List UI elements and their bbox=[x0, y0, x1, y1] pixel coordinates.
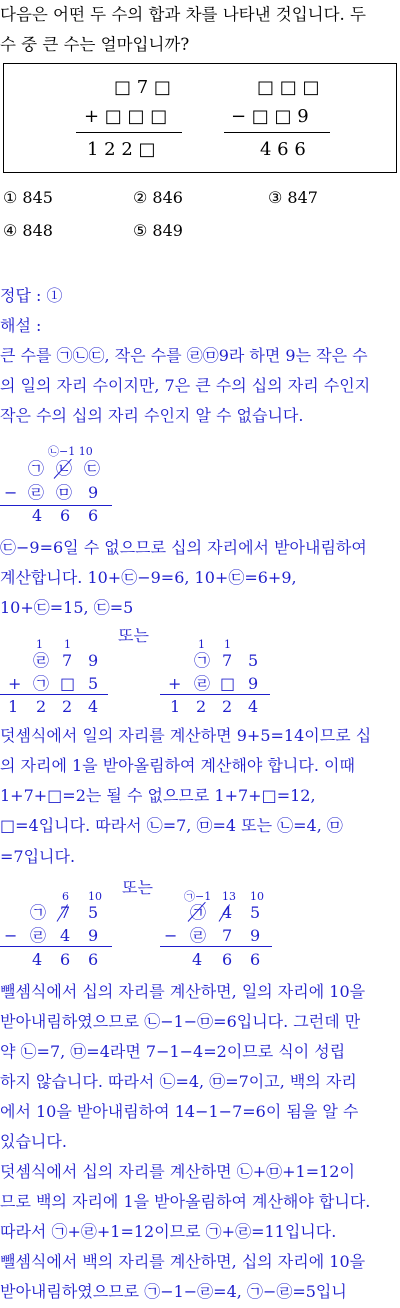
subtraction-rule bbox=[224, 132, 330, 133]
addition-row-2: + □ □ □ bbox=[84, 106, 168, 127]
choice-5[interactable]: ⑤ 849 bbox=[133, 221, 183, 240]
fig3r-rule bbox=[160, 946, 272, 947]
fig2r-r3-a: 1 bbox=[170, 697, 181, 716]
fig2r-r1-b: 7 bbox=[222, 651, 233, 670]
subtraction-row-1: □ □ □ bbox=[257, 77, 320, 98]
fig2l-r3-b: 2 bbox=[36, 697, 47, 716]
fig1-r3-b: 6 bbox=[60, 506, 71, 525]
fig3r-r1-c: 5 bbox=[250, 903, 261, 922]
fig3l-r3-c: 6 bbox=[88, 950, 99, 969]
subtraction-row-3: 4 6 6 bbox=[260, 139, 306, 160]
fig2l-r3-c: 2 bbox=[62, 697, 73, 716]
para3-line-3: 1+7+□=2는 될 수 없으므로 1+7+□=12, bbox=[0, 786, 316, 805]
para4-line-7: 덧셈식에서 십의 자리를 계산하면 ㉡+㉤+1=12이 bbox=[0, 1162, 355, 1181]
fig3l-rule bbox=[0, 946, 112, 947]
fig3l-r3-b: 6 bbox=[60, 950, 71, 969]
fig2l-carry-1: 1 bbox=[36, 638, 43, 651]
fig2r-r2-b: □ bbox=[220, 674, 236, 693]
fig2l-r2-c: 5 bbox=[88, 674, 99, 693]
fig3l-r1-b: 7 bbox=[60, 903, 71, 922]
fig2r-r3-b: 2 bbox=[196, 697, 207, 716]
fig3r-r2-c: 9 bbox=[250, 926, 261, 945]
fig2r-carry-2: 1 bbox=[224, 638, 231, 651]
fig3r-r2-a: ㉣ bbox=[190, 926, 207, 945]
fig2l-carry-2: 1 bbox=[64, 638, 71, 651]
para4-line-6: 있습니다. bbox=[0, 1132, 67, 1151]
fig2l-r2-b: □ bbox=[60, 674, 76, 693]
fig1-carry: ㉡−1 10 bbox=[48, 445, 93, 458]
fig2r-r2-op: + bbox=[168, 674, 182, 693]
question-line-1: 다음은 어떤 두 수의 합과 차를 나타낸 것입니다. 두 bbox=[0, 5, 366, 24]
para4-line-5: 에서 10을 받아내림하여 14−1−7=6이 됨을 알 수 bbox=[0, 1102, 359, 1121]
para1-line-2: 의 일의 자리 수이지만, 7은 큰 수의 십의 자리 수인지 bbox=[0, 376, 371, 395]
fig3l-carry-1: 6 bbox=[62, 890, 69, 903]
fig2l-r3-a: 1 bbox=[8, 697, 19, 716]
problem-box bbox=[3, 63, 397, 173]
fig3l-r1-c: 5 bbox=[88, 903, 99, 922]
para1-line-3: 작은 수의 십의 자리 수인지 알 수 없습니다. bbox=[0, 406, 304, 425]
addition-rule bbox=[76, 132, 182, 133]
fig3r-carry-2: 13 bbox=[222, 890, 236, 903]
fig3r-r1-a: ㉠ bbox=[190, 903, 207, 922]
fig3l-r3-a: 4 bbox=[32, 950, 43, 969]
fig1-r2-b: ㉤ bbox=[56, 483, 73, 502]
fig3r-r3-b: 6 bbox=[222, 950, 233, 969]
fig3r-r3-c: 6 bbox=[250, 950, 261, 969]
fig2l-r3-d: 4 bbox=[88, 697, 99, 716]
fig3l-carry-2: 10 bbox=[88, 890, 102, 903]
fig1-r2-op: − bbox=[4, 483, 18, 502]
para1-line-1: 큰 수를 ㉠㉡㉢, 작은 수를 ㉣㉤9라 하면 9는 작은 수 bbox=[0, 346, 368, 365]
para3-line-1: 덧셈식에서 일의 자리를 계산하면 9+5=14이므로 십 bbox=[0, 726, 372, 745]
answer-label: 정답 : ① bbox=[0, 286, 63, 305]
fig3r-carry-1: ㉠−1 bbox=[184, 890, 212, 903]
fig3r-r2-op: − bbox=[164, 926, 178, 945]
choice-4[interactable]: ④ 848 bbox=[3, 221, 53, 240]
para4-line-4: 하지 않습니다. 따라서 ㉡=4, ㉤=7이고, 백의 자리 bbox=[0, 1072, 357, 1091]
para2-line-2: 계산합니다. 10+㉢−9=6, 10+㉢=6+9, bbox=[0, 568, 297, 587]
fig1-r1-a: ㉠ bbox=[28, 459, 45, 478]
choice-2[interactable]: ② 846 bbox=[133, 188, 183, 207]
addition-row-1: □ 7 □ bbox=[114, 77, 171, 98]
para3-line-4: □=4입니다. 따라서 ㉡=7, ㉤=4 또는 ㉡=4, ㉤ bbox=[0, 816, 343, 835]
fig3r-r1-b: 4 bbox=[222, 903, 233, 922]
subtraction-row-2: − □ □ 9 bbox=[231, 106, 309, 127]
para3-line-2: 의 자리에 1을 받아올림하여 계산해야 합니다. 이때 bbox=[0, 756, 355, 775]
fig3l-r2-a: ㉣ bbox=[30, 926, 47, 945]
fig2l-r1-c: 9 bbox=[88, 651, 99, 670]
fig3r-r3-a: 4 bbox=[192, 950, 203, 969]
fig2l-r2-op: + bbox=[8, 674, 22, 693]
fig2r-r2-c: 9 bbox=[248, 674, 259, 693]
fig2r-carry-1: 1 bbox=[198, 638, 205, 651]
explanation-label: 해설 : bbox=[0, 316, 42, 335]
fig1-r3-a: 4 bbox=[32, 506, 43, 525]
fig3r-carry-3: 10 bbox=[250, 890, 264, 903]
para2-line-1: ㉢−9=6일 수 없으므로 십의 자리에서 받아내림하여 bbox=[0, 538, 367, 557]
fig1-r2-c: 9 bbox=[88, 483, 99, 502]
para4-line-8: 므로 백의 자리에 1을 받아올림하여 계산해야 합니다. bbox=[0, 1192, 371, 1211]
fig2l-r1-b: 7 bbox=[62, 651, 73, 670]
fig3l-r1-a: ㉠ bbox=[30, 903, 47, 922]
para3-line-5: =7입니다. bbox=[0, 847, 76, 866]
fig3l-r2-c: 9 bbox=[88, 926, 99, 945]
fig1-r1-c: ㉢ bbox=[84, 459, 101, 478]
fig2r-r3-d: 4 bbox=[248, 697, 259, 716]
para4-line-10: 뺄셈식에서 백의 자리를 계산하면, 십의 자리에 10을 bbox=[0, 1252, 366, 1271]
fig3-or: 또는 bbox=[122, 878, 153, 897]
fig3l-r2-op: − bbox=[4, 926, 18, 945]
choice-1[interactable]: ① 845 bbox=[3, 188, 53, 207]
fig2r-rule bbox=[160, 694, 270, 695]
para4-line-3: 약 ㉡=7, ㉤=4라면 7−1−4=2이므로 식이 성립 bbox=[0, 1042, 346, 1061]
choice-3[interactable]: ③ 847 bbox=[268, 188, 318, 207]
question-line-2: 수 중 큰 수는 얼마입니까? bbox=[0, 35, 190, 54]
fig1-r1-b: ㉡ bbox=[56, 459, 73, 478]
para4-line-1: 뺄셈식에서 십의 자리를 계산하면, 일의 자리에 10을 bbox=[0, 982, 366, 1001]
fig3l-r2-b: 4 bbox=[60, 926, 71, 945]
fig2l-r2-a: ㉠ bbox=[33, 674, 50, 693]
addition-row-3: 1 2 2 □ bbox=[87, 139, 156, 160]
fig2r-r1-c: 5 bbox=[248, 651, 259, 670]
fig2-or: 또는 bbox=[118, 626, 149, 645]
para4-line-11: 받아내림하였으므로 ㉠−1−㉣=4, ㉠−㉣=5입니 bbox=[0, 1282, 347, 1301]
fig2r-r3-c: 2 bbox=[222, 697, 233, 716]
para4-line-2: 받아내림하였으므로 ㉡−1−㉤=6입니다. 그런데 만 bbox=[0, 1012, 361, 1031]
fig3r-r2-b: 7 bbox=[222, 926, 233, 945]
fig1-r3-c: 6 bbox=[88, 506, 99, 525]
fig2l-r1-a: ㉣ bbox=[33, 651, 50, 670]
fig2r-r1-a: ㉠ bbox=[194, 651, 211, 670]
para4-line-9: 따라서 ㉠+㉣+1=12이므로 ㉠+㉣=11입니다. bbox=[0, 1222, 337, 1241]
fig2l-rule bbox=[0, 694, 108, 695]
fig2r-r2-a: ㉣ bbox=[194, 674, 211, 693]
fig1-r2-a: ㉣ bbox=[28, 483, 45, 502]
para2-line-3: 10+㉢=15, ㉢=5 bbox=[0, 598, 134, 617]
